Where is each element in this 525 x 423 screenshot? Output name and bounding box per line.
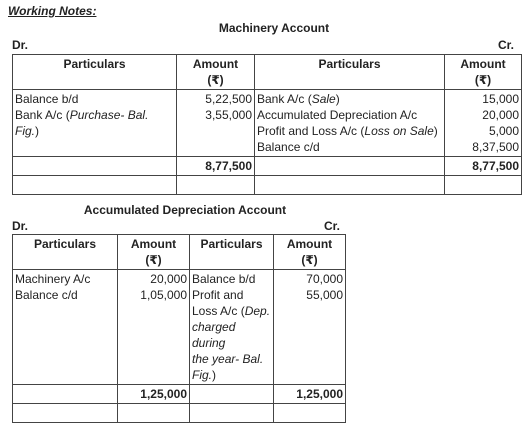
machinery-total-debit: 8,77,500	[177, 157, 255, 176]
machinery-dr-particulars-header: Particulars	[13, 55, 177, 90]
accum-credit-entry: Profit and Loss A/c (Dep. charged during the year- Bal. Fig.)	[192, 288, 271, 382]
machinery-credit-entry: Profit and Loss A/c (Loss on Sale)	[257, 124, 438, 138]
machinery-header-row	[13, 55, 522, 90]
machinery-debit-entry: Bank A/c (Purchase- Bal. Fig.)	[15, 108, 149, 138]
accum-closing-cell	[13, 404, 118, 423]
machinery-closing-cell	[177, 176, 255, 195]
accum-credit-amount: 70,000	[306, 272, 343, 286]
accum-closing-cell	[118, 404, 190, 423]
machinery-entries-row	[13, 90, 522, 157]
accum-account-title: Accumulated Depreciation Account	[83, 203, 287, 217]
accum-debit-entry: Machinery A/c	[15, 272, 91, 286]
accum-credit-particulars	[190, 270, 274, 385]
accum-credit-amounts	[274, 270, 346, 385]
machinery-credit-entry: Bank A/c (Sale)	[257, 92, 340, 106]
accum-dr-label: Dr.	[12, 219, 29, 233]
accum-debit-amounts	[118, 270, 190, 385]
machinery-debit-particulars	[13, 90, 177, 157]
working-notes-heading: Working Notes:	[8, 4, 97, 18]
machinery-credit-amount: 15,000	[482, 92, 519, 106]
accum-cr-label: Cr.	[324, 219, 341, 233]
accum-credit-amount: 55,000	[306, 288, 343, 302]
machinery-total-spacer	[255, 157, 445, 176]
accum-cr-amount-header: Amount (₹)	[274, 235, 346, 270]
accum-total-debit: 1,25,000	[118, 385, 190, 404]
accum-debit-entry: Balance c/d	[15, 288, 78, 302]
accum-debit-amount: 20,000	[150, 272, 187, 286]
accum-total-credit: 1,25,000	[274, 385, 346, 404]
accum-total-row	[13, 385, 346, 404]
machinery-credit-particulars	[255, 90, 445, 157]
accum-debit-amount: 1,05,000	[140, 288, 187, 302]
machinery-account-title: Machinery Account	[218, 21, 330, 35]
accum-closing-row	[13, 404, 346, 423]
accum-debit-particulars	[13, 270, 118, 385]
machinery-debit-entry: Balance b/d	[15, 92, 79, 106]
machinery-closing-row	[13, 176, 522, 195]
accum-credit-entry: Balance b/d	[192, 272, 256, 286]
machinery-credit-entry: Balance c/d	[257, 140, 320, 154]
machinery-cr-amount-header: Amount (₹)	[445, 55, 522, 90]
accum-dr-amount-header: Amount (₹)	[118, 235, 190, 270]
machinery-debit-amount: 3,55,000	[205, 108, 252, 122]
machinery-cr-label: Cr.	[498, 38, 515, 52]
machinery-closing-cell	[13, 176, 177, 195]
accum-account-table	[12, 234, 346, 423]
machinery-credit-amounts	[445, 90, 522, 157]
machinery-total-row	[13, 157, 522, 176]
machinery-account-table	[12, 54, 522, 195]
machinery-cr-particulars-header: Particulars	[255, 55, 445, 90]
machinery-credit-entry: Accumulated Depreciation A/c	[257, 108, 418, 122]
machinery-total-spacer	[13, 157, 177, 176]
accum-dr-particulars-header: Particulars	[13, 235, 118, 270]
accum-total-spacer	[190, 385, 274, 404]
accum-header-row	[13, 235, 346, 270]
machinery-debit-amount: 5,22,500	[205, 92, 252, 106]
machinery-credit-amount: 20,000	[482, 108, 519, 122]
machinery-closing-cell	[255, 176, 445, 195]
machinery-credit-amount: 5,000	[488, 124, 519, 138]
machinery-total-credit: 8,77,500	[445, 157, 522, 176]
machinery-debit-amounts	[177, 90, 255, 157]
machinery-closing-cell	[445, 176, 522, 195]
accum-total-spacer	[13, 385, 118, 404]
accum-closing-cell	[190, 404, 274, 423]
accum-cr-particulars-header: Particulars	[190, 235, 274, 270]
machinery-credit-amount: 8,37,500	[472, 140, 519, 154]
accum-entries-row	[13, 270, 346, 385]
machinery-dr-label: Dr.	[12, 38, 29, 52]
machinery-dr-amount-header: Amount (₹)	[177, 55, 255, 90]
accum-closing-cell	[274, 404, 346, 423]
